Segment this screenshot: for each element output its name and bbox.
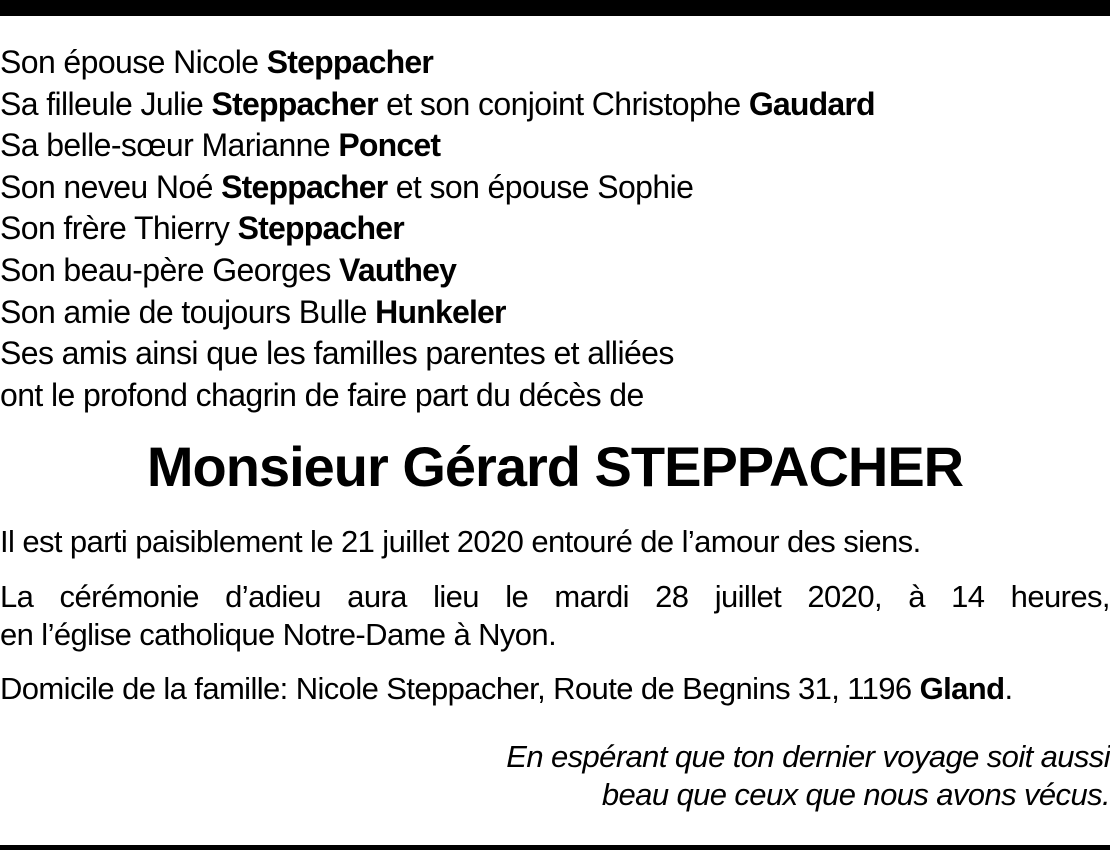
word: heures, — [1010, 579, 1110, 614]
ceremony-notice — [0, 578, 1110, 654]
family-line: Ses amis ainsi que les familles parentes et alliées — [0, 335, 674, 372]
family-line: Son frère Thierry Steppacher — [0, 210, 404, 247]
word: La — [0, 579, 34, 614]
family-line: Son amie de toujours Bulle Hunkeler — [0, 293, 506, 330]
surname: Steppacher — [266, 44, 434, 80]
family-line: Son beau-père Georges Vauthey — [0, 251, 457, 288]
surname: Steppacher — [221, 168, 388, 205]
town: Gland — [919, 671, 1005, 706]
family-list — [0, 42, 1110, 416]
domicile-notice: Domicile de la famille: Nicole Steppacher, Route de Begnins 31, 1196 Gland. — [0, 671, 1013, 706]
closing-quote — [506, 738, 1110, 814]
word: lieu — [433, 579, 479, 614]
death-notice: Il est parti paisiblement le 21 juillet 2020 entouré de l’amour des siens. — [0, 524, 921, 559]
ceremony-line-1 — [0, 578, 1110, 616]
family-line: Sa belle-sœur Marianne Poncet — [0, 127, 441, 164]
ceremony-line-2: en l’église catholique Notre-Dame à Nyon. — [0, 617, 557, 652]
surname: Hunkeler — [375, 293, 506, 330]
quote-line-1: En espérant que ton dernier voyage soit aussi — [506, 739, 1110, 774]
word: juillet — [714, 579, 782, 614]
word: à — [908, 579, 925, 614]
word: cérémonie — [59, 579, 199, 614]
word: 14 — [951, 579, 985, 614]
surname: Vauthey — [339, 251, 457, 288]
family-line: Son épouse Nicole Steppacher — [0, 44, 434, 80]
family-line: Son neveu Noé Steppacher et son épouse Sophie — [0, 168, 694, 205]
word: 2020, — [807, 579, 882, 614]
announcement-line: ont le profond chagrin de faire part du décès de — [0, 376, 644, 413]
surname: Steppacher — [237, 210, 404, 247]
quote-line-2: beau que ceux que nous avons vécus. — [601, 777, 1110, 812]
surname: Gaudard — [748, 85, 875, 122]
word: mardi — [554, 579, 629, 614]
family-line: Sa filleule Julie Steppacher et son conjoint Christophe Gaudard — [0, 85, 875, 122]
bottom-rule — [0, 845, 1110, 850]
word: aura — [347, 579, 407, 614]
deceased-name: Monsieur Gérard STEPPACHER — [146, 435, 964, 498]
word: d’adieu — [225, 579, 321, 614]
surname: Steppacher — [211, 85, 378, 122]
surname: Poncet — [338, 127, 441, 164]
word: 28 — [655, 579, 689, 614]
top-rule — [0, 0, 1110, 16]
word: le — [505, 579, 529, 614]
